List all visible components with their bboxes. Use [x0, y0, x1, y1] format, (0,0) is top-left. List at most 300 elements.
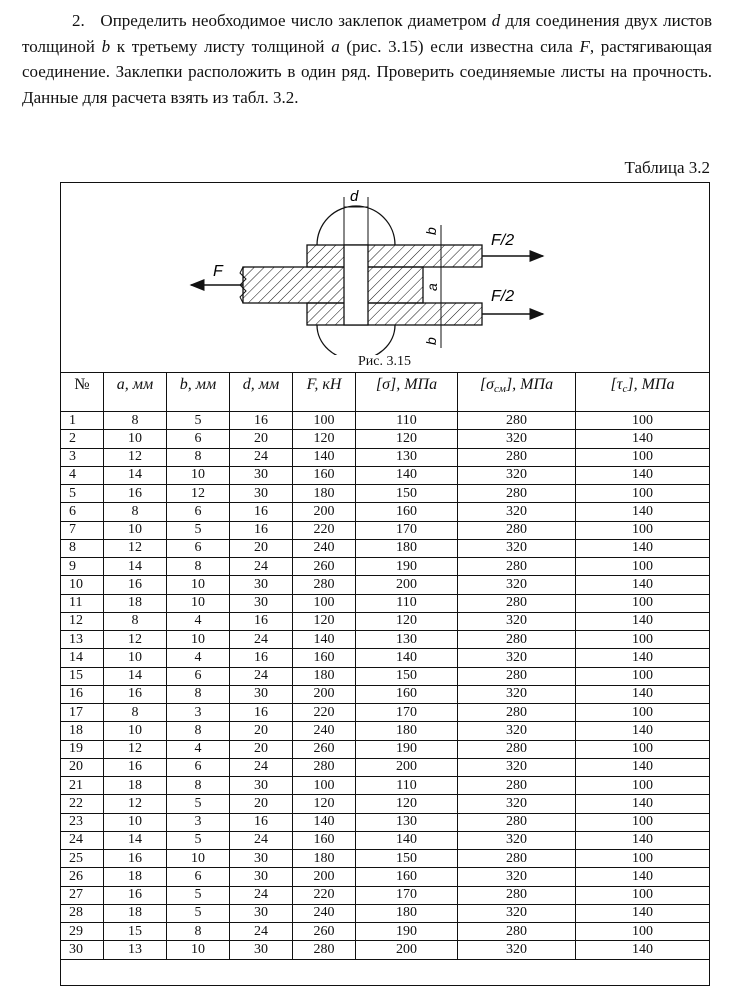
table-row — [61, 850, 710, 868]
cell-num: 1 — [61, 412, 104, 430]
task-number: 2. — [72, 11, 85, 30]
cell-b: 6 — [167, 868, 230, 886]
cell-F: 280 — [293, 576, 356, 594]
cell-a: 8 — [104, 412, 167, 430]
cell-b: 8 — [167, 923, 230, 941]
cell-tau: 100 — [576, 923, 710, 941]
cell-d: 30 — [230, 850, 293, 868]
cell-F: 100 — [293, 594, 356, 612]
cell-d: 16 — [230, 521, 293, 539]
cell-d: 24 — [230, 667, 293, 685]
cell-b: 4 — [167, 612, 230, 630]
cell-num: 5 — [61, 485, 104, 503]
cell-num: 21 — [61, 777, 104, 795]
cell-F: 260 — [293, 923, 356, 941]
task-part-1: Определить необходимое число заклепок диаметром — [100, 11, 492, 30]
cell-d: 30 — [230, 941, 293, 959]
cell-b: 10 — [167, 941, 230, 959]
cell-a: 14 — [104, 558, 167, 576]
cell-tau: 140 — [576, 758, 710, 776]
cell-d: 20 — [230, 795, 293, 813]
table-row — [61, 503, 710, 521]
cell-b: 10 — [167, 850, 230, 868]
cell-sigma-cm: 320 — [458, 831, 576, 849]
cell-d: 24 — [230, 923, 293, 941]
cell-num: 23 — [61, 813, 104, 831]
cell-b: 5 — [167, 521, 230, 539]
cell-num: 27 — [61, 886, 104, 904]
cell-sigma-cm: 280 — [458, 594, 576, 612]
cell-b: 5 — [167, 795, 230, 813]
cell-sigma-cm: 280 — [458, 813, 576, 831]
cell-a: 8 — [104, 503, 167, 521]
cell-F: 120 — [293, 612, 356, 630]
cell-num: 3 — [61, 448, 104, 466]
cell-num: 22 — [61, 795, 104, 813]
cell-b: 8 — [167, 558, 230, 576]
cell-a: 13 — [104, 941, 167, 959]
cell-F: 260 — [293, 740, 356, 758]
cell-b: 8 — [167, 685, 230, 703]
cell-num: 18 — [61, 722, 104, 740]
cell-a: 16 — [104, 485, 167, 503]
cell-sigma-cm: 280 — [458, 740, 576, 758]
cell-sigma-cm: 320 — [458, 722, 576, 740]
rivet-figure — [61, 183, 708, 373]
cell-b: 10 — [167, 594, 230, 612]
cell-F: 280 — [293, 941, 356, 959]
cell-b: 8 — [167, 777, 230, 795]
cell-sigma-cm: 320 — [458, 612, 576, 630]
cell-d: 24 — [230, 758, 293, 776]
cell-tau: 140 — [576, 539, 710, 557]
label-F2-top: F/2 — [491, 232, 515, 249]
cell-a: 16 — [104, 886, 167, 904]
cell-a: 12 — [104, 795, 167, 813]
cell-sigma: 140 — [356, 831, 458, 849]
cell-F: 180 — [293, 485, 356, 503]
cell-a: 16 — [104, 758, 167, 776]
cell-b: 10 — [167, 576, 230, 594]
cell-num: 14 — [61, 649, 104, 667]
cell-b: 3 — [167, 704, 230, 722]
top-plate — [307, 245, 482, 267]
task-var-b: b — [101, 36, 111, 56]
table-row — [61, 740, 710, 758]
cell-sigma: 190 — [356, 923, 458, 941]
cell-sigma-cm: 320 — [458, 795, 576, 813]
cell-sigma-cm: 280 — [458, 448, 576, 466]
header-sigma-cm: $[\sigma_{см}]$, МПа — [458, 373, 576, 412]
task-var-d: d — [491, 11, 501, 30]
header-num: № — [61, 373, 104, 412]
cell-a: 12 — [104, 631, 167, 649]
cell-a: 16 — [104, 685, 167, 703]
cell-d: 20 — [230, 430, 293, 448]
cell-num: 13 — [61, 631, 104, 649]
cell-sigma-cm: 320 — [458, 503, 576, 521]
label-b-bottom: b — [423, 337, 439, 345]
table-row — [61, 649, 710, 667]
cell-sigma: 160 — [356, 868, 458, 886]
cell-F: 220 — [293, 704, 356, 722]
cell-b: 8 — [167, 448, 230, 466]
table-row — [61, 941, 710, 959]
cell-sigma: 180 — [356, 904, 458, 922]
cell-F: 240 — [293, 539, 356, 557]
cell-sigma: 200 — [356, 576, 458, 594]
cell-sigma: 110 — [356, 412, 458, 430]
cell-tau: 100 — [576, 594, 710, 612]
cell-a: 12 — [104, 740, 167, 758]
cell-sigma: 140 — [356, 649, 458, 667]
cell-sigma: 190 — [356, 558, 458, 576]
cell-num: 2 — [61, 430, 104, 448]
table-row — [61, 594, 710, 612]
table-row — [61, 539, 710, 557]
cell-d: 16 — [230, 704, 293, 722]
table-row — [61, 758, 710, 776]
cell-sigma: 160 — [356, 503, 458, 521]
task-part-5: , растягивающая соединение. Заклепки расположить в один ряд. Проверить соединяемые листы на прочность. Данные для расчета взять из табл. 3.2. — [22, 36, 713, 107]
cell-sigma: 130 — [356, 813, 458, 831]
cell-b: 6 — [167, 503, 230, 521]
cell-sigma-cm: 280 — [458, 777, 576, 795]
cell-sigma-cm: 320 — [458, 539, 576, 557]
cell-num: 29 — [61, 923, 104, 941]
cell-b: 10 — [167, 466, 230, 484]
cell-b: 5 — [167, 904, 230, 922]
cell-a: 12 — [104, 448, 167, 466]
cell-sigma-cm: 280 — [458, 631, 576, 649]
header-tau: $[\tau_с]$, МПа — [576, 373, 710, 412]
cell-d: 20 — [230, 722, 293, 740]
cell-num: 25 — [61, 850, 104, 868]
cell-sigma: 200 — [356, 758, 458, 776]
label-F: F — [213, 263, 223, 280]
rivet-head-top — [317, 206, 395, 245]
label-F2-bottom: F/2 — [491, 288, 515, 305]
cell-tau: 100 — [576, 485, 710, 503]
cell-F: 140 — [293, 631, 356, 649]
rivet-head-bottom — [317, 325, 395, 355]
table-frame — [60, 182, 710, 986]
cell-F: 180 — [293, 850, 356, 868]
cell-tau: 100 — [576, 886, 710, 904]
cell-d: 16 — [230, 412, 293, 430]
cell-sigma: 150 — [356, 667, 458, 685]
cell-d: 30 — [230, 868, 293, 886]
cell-d: 30 — [230, 777, 293, 795]
cell-sigma: 170 — [356, 886, 458, 904]
cell-tau: 100 — [576, 850, 710, 868]
cell-F: 200 — [293, 685, 356, 703]
cell-sigma: 200 — [356, 941, 458, 959]
cell-F: 200 — [293, 868, 356, 886]
cell-sigma-cm: 280 — [458, 667, 576, 685]
cell-num: 6 — [61, 503, 104, 521]
header-F: F, кН — [293, 373, 356, 412]
cell-sigma: 190 — [356, 740, 458, 758]
table-caption: Таблица 3.2 — [624, 158, 710, 177]
header-b: b, мм — [167, 373, 230, 412]
table-row — [61, 923, 710, 941]
cell-b: 12 — [167, 485, 230, 503]
cell-F: 240 — [293, 722, 356, 740]
task-text — [22, 8, 712, 110]
header-a: a, мм — [104, 373, 167, 412]
rivet-joint-diagram — [61, 183, 708, 355]
cell-a: 18 — [104, 868, 167, 886]
cell-b: 4 — [167, 740, 230, 758]
cell-F: 140 — [293, 813, 356, 831]
cell-F: 160 — [293, 649, 356, 667]
cell-a: 8 — [104, 612, 167, 630]
middle-plate — [243, 267, 423, 303]
cell-tau: 100 — [576, 740, 710, 758]
cell-tau: 100 — [576, 813, 710, 831]
cell-d: 20 — [230, 740, 293, 758]
cell-num: 19 — [61, 740, 104, 758]
cell-b: 8 — [167, 722, 230, 740]
cell-num: 10 — [61, 576, 104, 594]
cell-tau: 100 — [576, 448, 710, 466]
data-table — [60, 372, 710, 960]
header-d: d, мм — [230, 373, 293, 412]
cell-tau: 140 — [576, 649, 710, 667]
cell-sigma-cm: 280 — [458, 923, 576, 941]
cell-tau: 140 — [576, 612, 710, 630]
cell-tau: 140 — [576, 831, 710, 849]
cell-tau: 100 — [576, 521, 710, 539]
cell-sigma-cm: 280 — [458, 485, 576, 503]
cell-num: 24 — [61, 831, 104, 849]
cell-sigma: 180 — [356, 539, 458, 557]
cell-a: 12 — [104, 539, 167, 557]
cell-tau: 100 — [576, 704, 710, 722]
cell-F: 180 — [293, 667, 356, 685]
table-row — [61, 886, 710, 904]
table-body — [61, 412, 710, 960]
table-row — [61, 831, 710, 849]
cell-a: 18 — [104, 904, 167, 922]
task-part-2: для соединения двух листов толщиной — [22, 11, 712, 56]
cell-sigma: 150 — [356, 485, 458, 503]
cell-a: 10 — [104, 813, 167, 831]
cell-sigma: 130 — [356, 631, 458, 649]
cell-sigma: 110 — [356, 777, 458, 795]
cell-b: 10 — [167, 631, 230, 649]
cell-a: 10 — [104, 649, 167, 667]
cell-F: 160 — [293, 831, 356, 849]
task-part-3: к третьему листу толщиной — [110, 36, 332, 56]
cell-d: 16 — [230, 612, 293, 630]
table-row — [61, 430, 710, 448]
table-header-row — [61, 373, 710, 412]
cell-sigma-cm: 280 — [458, 850, 576, 868]
cell-sigma-cm: 280 — [458, 704, 576, 722]
cell-F: 120 — [293, 430, 356, 448]
cell-a: 16 — [104, 576, 167, 594]
cell-sigma-cm: 320 — [458, 904, 576, 922]
cell-F: 160 — [293, 466, 356, 484]
cell-sigma-cm: 320 — [458, 576, 576, 594]
cell-d: 30 — [230, 576, 293, 594]
cell-a: 14 — [104, 466, 167, 484]
table-row — [61, 685, 710, 703]
table-row — [61, 521, 710, 539]
cell-d: 30 — [230, 685, 293, 703]
cell-b: 5 — [167, 886, 230, 904]
task-var-F: F — [579, 36, 590, 56]
label-a: a — [424, 283, 440, 291]
cell-sigma-cm: 280 — [458, 558, 576, 576]
cell-a: 18 — [104, 777, 167, 795]
cell-b: 6 — [167, 539, 230, 557]
cell-a: 14 — [104, 667, 167, 685]
table-row — [61, 795, 710, 813]
bottom-plate — [307, 303, 482, 325]
cell-b: 3 — [167, 813, 230, 831]
cell-d: 24 — [230, 631, 293, 649]
cell-F: 200 — [293, 503, 356, 521]
cell-b: 6 — [167, 430, 230, 448]
cell-num: 16 — [61, 685, 104, 703]
cell-tau: 140 — [576, 795, 710, 813]
table-row — [61, 813, 710, 831]
label-d: d — [350, 188, 359, 205]
cell-num: 28 — [61, 904, 104, 922]
cell-tau: 140 — [576, 722, 710, 740]
cell-tau: 140 — [576, 941, 710, 959]
cell-F: 100 — [293, 777, 356, 795]
cell-d: 30 — [230, 594, 293, 612]
table-row — [61, 448, 710, 466]
cell-sigma-cm: 280 — [458, 521, 576, 539]
cell-num: 15 — [61, 667, 104, 685]
cell-tau: 100 — [576, 667, 710, 685]
cell-num: 11 — [61, 594, 104, 612]
cell-a: 15 — [104, 923, 167, 941]
cell-sigma-cm: 280 — [458, 886, 576, 904]
table-row — [61, 485, 710, 503]
cell-a: 10 — [104, 722, 167, 740]
cell-b: 4 — [167, 649, 230, 667]
cell-tau: 100 — [576, 558, 710, 576]
cell-d: 24 — [230, 886, 293, 904]
cell-F: 240 — [293, 904, 356, 922]
cell-sigma: 160 — [356, 685, 458, 703]
cell-tau: 140 — [576, 576, 710, 594]
cell-F: 120 — [293, 795, 356, 813]
cell-num: 26 — [61, 868, 104, 886]
cell-num: 7 — [61, 521, 104, 539]
cell-tau: 140 — [576, 904, 710, 922]
cell-F: 220 — [293, 521, 356, 539]
cell-b: 6 — [167, 758, 230, 776]
cell-d: 16 — [230, 649, 293, 667]
cell-a: 10 — [104, 430, 167, 448]
cell-F: 220 — [293, 886, 356, 904]
rivet-shank — [344, 245, 368, 325]
cell-a: 16 — [104, 850, 167, 868]
cell-F: 280 — [293, 758, 356, 776]
cell-a: 14 — [104, 831, 167, 849]
table-row — [61, 904, 710, 922]
cell-sigma: 140 — [356, 466, 458, 484]
cell-d: 16 — [230, 813, 293, 831]
cell-sigma: 120 — [356, 430, 458, 448]
cell-sigma-cm: 320 — [458, 649, 576, 667]
cell-num: 4 — [61, 466, 104, 484]
cell-F: 100 — [293, 412, 356, 430]
cell-sigma: 150 — [356, 850, 458, 868]
label-b-top: b — [423, 227, 439, 235]
cell-sigma-cm: 320 — [458, 941, 576, 959]
cell-a: 8 — [104, 704, 167, 722]
table-row — [61, 777, 710, 795]
cell-sigma: 170 — [356, 704, 458, 722]
table-row — [61, 631, 710, 649]
cell-d: 30 — [230, 485, 293, 503]
table-row — [61, 868, 710, 886]
cell-sigma: 110 — [356, 594, 458, 612]
table-row — [61, 576, 710, 594]
task-var-a: a — [331, 36, 340, 56]
cell-sigma-cm: 280 — [458, 412, 576, 430]
cell-d: 30 — [230, 904, 293, 922]
cell-d: 24 — [230, 831, 293, 849]
cell-b: 5 — [167, 412, 230, 430]
cell-num: 12 — [61, 612, 104, 630]
cell-d: 20 — [230, 539, 293, 557]
cell-a: 18 — [104, 594, 167, 612]
cell-a: 10 — [104, 521, 167, 539]
cell-sigma: 170 — [356, 521, 458, 539]
table-row — [61, 466, 710, 484]
cell-b: 5 — [167, 831, 230, 849]
cell-tau: 100 — [576, 412, 710, 430]
cell-tau: 140 — [576, 685, 710, 703]
cell-num: 20 — [61, 758, 104, 776]
cell-sigma-cm: 320 — [458, 758, 576, 776]
cell-sigma-cm: 320 — [458, 868, 576, 886]
cell-num: 8 — [61, 539, 104, 557]
cell-num: 30 — [61, 941, 104, 959]
cell-tau: 100 — [576, 631, 710, 649]
cell-sigma: 120 — [356, 795, 458, 813]
table-row — [61, 704, 710, 722]
cell-tau: 140 — [576, 430, 710, 448]
cell-b: 6 — [167, 667, 230, 685]
cell-d: 16 — [230, 503, 293, 521]
cell-sigma: 130 — [356, 448, 458, 466]
cell-d: 30 — [230, 466, 293, 484]
cell-num: 17 — [61, 704, 104, 722]
cell-sigma-cm: 320 — [458, 430, 576, 448]
cell-sigma-cm: 320 — [458, 685, 576, 703]
cell-F: 140 — [293, 448, 356, 466]
table-row — [61, 722, 710, 740]
figure-caption: Рис. 3.15 — [358, 354, 411, 369]
task-part-4: (рис. 3.15) если известна сила — [339, 36, 580, 56]
cell-tau: 140 — [576, 868, 710, 886]
cell-sigma: 180 — [356, 722, 458, 740]
table-row — [61, 612, 710, 630]
header-sigma: [σ], МПа — [356, 373, 458, 412]
cell-tau: 140 — [576, 503, 710, 521]
cell-tau: 100 — [576, 777, 710, 795]
